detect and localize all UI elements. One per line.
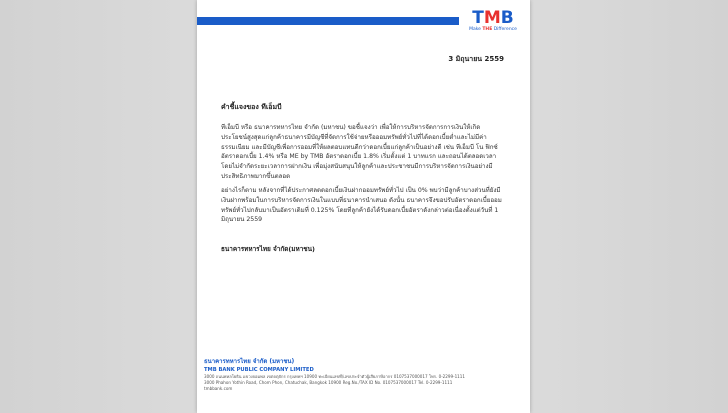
footer-address-th: 3000 ถนนพหลโยธิน แขวงจอมพล เขตจตุจักร กรุงเทพฯ 10900 ทะเบียนเลขที่/เลขประจำตัวผู้เสียภาษีอากร 0107537000017 โทร. 0-2299-1111 (204, 374, 465, 379)
letter-heading: คำชี้แจงของ ทีเอ็มบี (221, 103, 282, 111)
letterhead-footer (204, 358, 524, 392)
logo-tagline: Make THE Difference (469, 27, 517, 32)
letter-paragraph-2: อย่างไรก็ตาม หลังจากที่ได้ประกาศลดดอกเบี้ยเงินฝากออมทรัพย์ทั่วไป เป็น 0% พบว่ามีลูกค้าบางส่วนที่ยังมีเงินฝากพร้อมในการบริหารจัดการเงินในแบบที่ธนาคารนำเสนอ ดังนั้น ธนาคารจึงขอปรับอัตราดอกเบี้ยออมทรัพย์ทั่วไปกลับมาเป็นอัตราเดิมที่ 0.125% โดยที่ลูกค้ายังได้รับดอกเบี้ยอัตราดังกล่าวต่อเนื่องตั้งแต่วันที่ 1 มิถุนายน 2559 (221, 187, 502, 224)
logo-wordmark: TMB (472, 8, 514, 28)
footer-address-en: 3000 Phahon Yothin Road, Chom Phon, Chatuchak, Bangkok 10900 Reg.No./TAX ID No. 0107537000017 Tel. 0-2299-1111 (204, 380, 453, 385)
footer-company-name-en: TMB BANK PUBLIC COMPANY LIMITED (204, 367, 314, 373)
letter-paragraph-1: ทีเอ็มบี หรือ ธนาคารทหารไทย จำกัด (มหาชน) ขอชี้แจงว่า เพื่อให้การบริหารจัดการการเงินให้เกิดประโยชน์สูงสุดแก่ลูกค้าธนาคารมีบัญชีที่จัดการใช้จ่ายหรือออมทรัพย์ทั่วไปที่ได้ดอกเบี้ยต่ำและไม่มีค่าธรรมเนียม และมีบัญชีเพื่อการออมที่ให้ผลตอบแทนดีกว่าดอกเบี้ยแก่ลูกค้าเป็นอย่างดี เช่น ทีเอ็มบี โน ฟิกซ์ อัตราดอกเบี้ย 1.4% หรือ ME by TMB อัตราดอกเบี้ย 1.8% เริ่มตั้งแต่ 1 บาทแรก และถอนได้ตลอดเวลา โดยไม่จำกัดระยะเวลาการฝากเงิน เพื่อมุ่งสนับสนุนให้ลูกค้าและประชาชนมีการบริหารจัดการเงินอย่างมีประสิทธิภาพมากขึ้นตลอด (221, 124, 498, 180)
tmb-logo (465, 9, 521, 39)
footer-website: tmbbank.com (204, 386, 233, 391)
letter-date: 3 มิถุนายน 2559 (448, 55, 504, 63)
letter-page (197, 0, 530, 413)
letter-signature: ธนาคารทหารไทย จำกัด(มหาชน) (221, 245, 315, 253)
brand-header-bar (197, 17, 459, 25)
footer-company-name-th: ธนาคารทหารไทย จำกัด (มหาชน) (204, 358, 295, 365)
